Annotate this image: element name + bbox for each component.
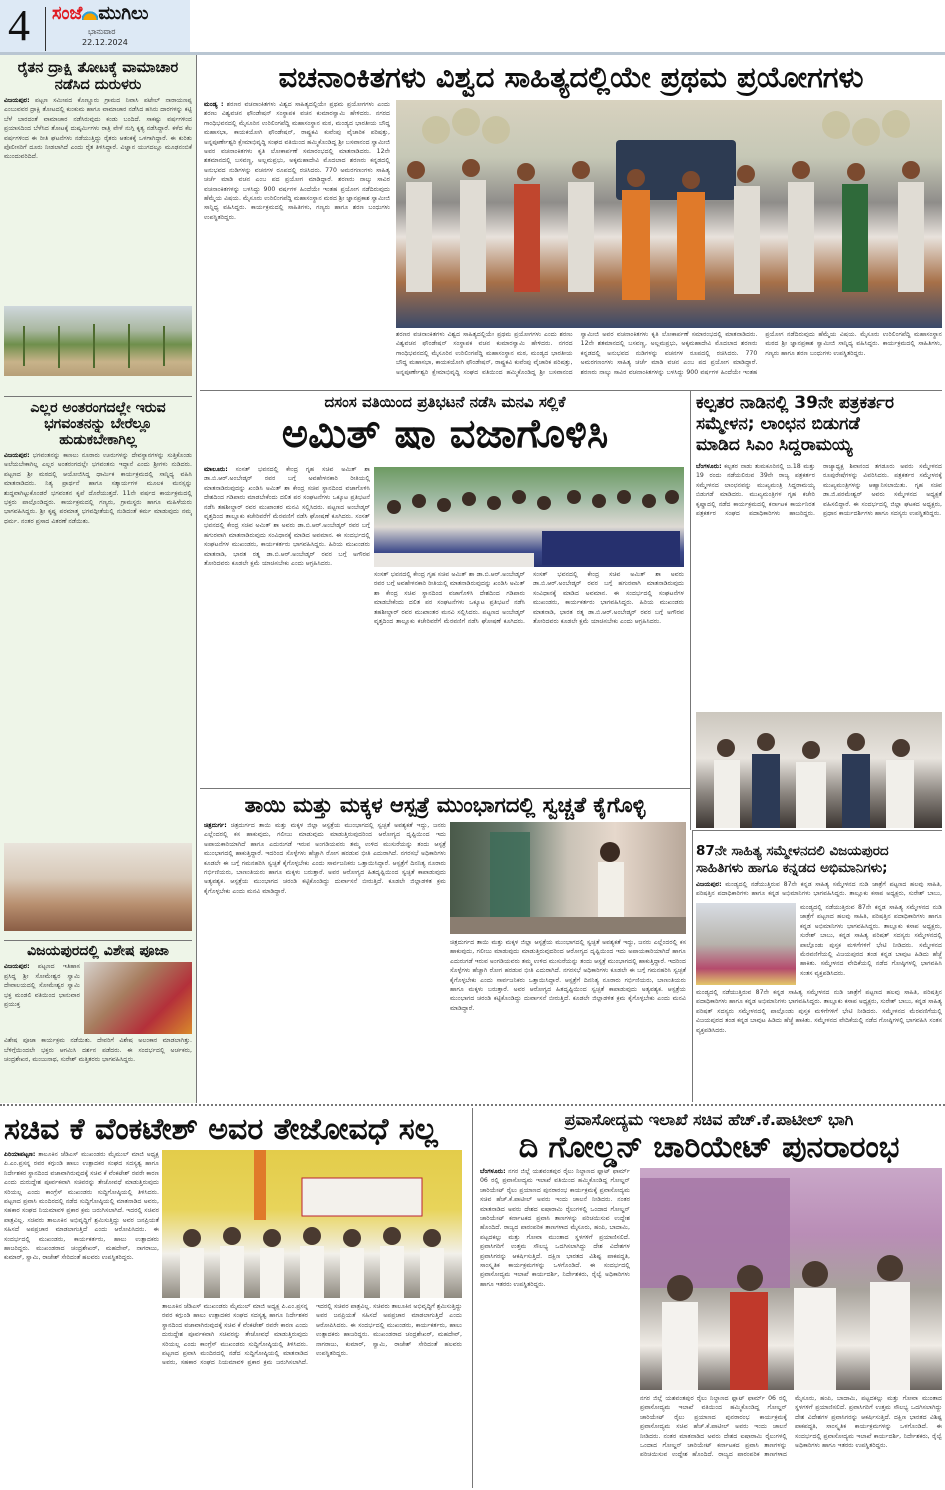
article-grape-farm [4, 60, 192, 376]
train-launch-photo [640, 1168, 942, 1390]
temple-pooja-photo [84, 962, 192, 1034]
body-text: ಪಟ್ಟಣದ ಇತಿಹಾಸ ಪ್ರಸಿದ್ಧ ಶ್ರೀ ಸೋಮೇಶ್ವರ ಸ್ವಾಮಿ ದೇವಾಲಯದಲ್ಲಿ ಸೋಮೇಶ್ವರ ಸ್ವಾಮಿ ಭಕ್ತ ಮಂಡಲಿ ವತಿಯಿಂದ ಭಾನುವಾರ ಪ್ರಯುಕ್ತ [4, 963, 80, 1009]
body-text: ತಾಲೂಕಿನ ಜೆಡಿಎಸ್ ಮುಖಂಡರು ಮೈಮುಲ್ ಮಾಜಿ ಅಧ್ಯಕ್ಷ ಪಿ.ಎಂ.ಪ್ರಸನ್ನ ರವರ ಕಗ್ಗುಂಡಿ ಹಾಲು ಉತ್ಪಾದಕರ ಸಂಘದ ಸದಸ್ಯತ್ವ ಹಾಗೂ ನಿರ್ದೇಶಕರ ಸ್ಥಾನದಿಂದ ವಜಾವಾಗಿರುವುದಕ್ಕೆ ಸಚಿವ ಕೆ ವೆಂಕಟೇಶ್ ರವರೇ ಕಾರಣ ಎಂದು ದುರುದ್ದೇಶ ಪೂರ್ವಕವಾಗಿ ಸಚಿವರನ್ನು ತೇಜೋವಧೆ ಮಾಡುತ್ತಿರುವುದು ಸರಿಯಲ್ಲ ಎಂದು ಕಾಂಗ್ರೆಸ್ ಮುಖಂಡರು ಸುದ್ದಿಗೋಷ್ಠಿಯಲ್ಲಿ ತಿಳಿಸಿದರು. ಪಟ್ಟಣದ ಪ್ರವಾಸಿ ಮಂದಿರದಲ್ಲಿ ನಡೆದ ಸುದ್ದಿಗೋಷ್ಠಿಯಲ್ಲಿ ಮಾತನಾಡಿದ ಅವರು, ಸಹಕಾರ ಸಂಘದ ನಿಯಮಾವಳಿ ಪ್ರಕಾರ ಕ್ರಮ ಜರುಗಿಸಲಾಗಿದೆ. ಇದರಲ್ಲಿ ಸಚಿವರ ಪಾತ್ರವಿಲ್ಲ. ಸಚಿವರು ತಾಲೂಕಿನ ಅಭಿವೃದ್ಧಿಗೆ ಶ್ರಮಿಸುತ್ತಿದ್ದು ಅವರ ಜನಪ್ರಿಯತೆ ಸಹಿಸದೆ ಅಪಪ್ರಚಾರ ಮಾಡಲಾಗುತ್ತಿದೆ ಎಂದು ಆರೋಪಿಸಿದರು. ಈ ಸಂದರ್ಭದಲ್ಲಿ ಮುಖಂಡರು, ಕಾರ್ಯಕರ್ತರು, ಹಾಲು ಉತ್ಪಾದಕರು ಹಾಜರಿದ್ದರು. ಮುಖಂಡರಾದ ಚಂದ್ರಶೇಖರ್, ಮಹದೇವ್, ನಾಗರಾಜು, ಕುಮಾರ್, ಸ್ವಾಮಿ, ರಾಜೇಶ್ ಸೇರಿದಂತೆ ಹಲವರು ಉಪಸ್ಥಿತರಿದ್ದರು. [4, 1151, 159, 1262]
body-text: ಶರಣರ ವಚನಾಂಕಿತಗಳು ವಿಶ್ವದ ಸಾಹಿತ್ಯದಲ್ಲಿಯೇ ಪ್ರಥಮ ಪ್ರಯೋಗಗಳು ಎಂದು ಶರಣು ವಿಶ್ವವಚನ ಫೌಂಡೇಷನ್ ಸಂಸ್ಥಾಪಕ ವಚನ ಕುಮಾರಸ್ವಾಮಿ ಹೇಳಿದರು. ನಗರದ ಗಾಂಧಿಭವನದಲ್ಲಿ ಮೈಸೂರಿನ ಉರಿಲಿಂಗಪೆದ್ದಿ ಮಹಾಸಂಸ್ಥಾನ ಮಠ, ಮಂಡ್ಯದ ಭಾರತೀಯ ಬೌದ್ಧ ಮಹಾಸಭಾ, ಕಾಯಕಯೋಗಿ ಫೌಂಡೇಷನ್, ರಾಷ್ಟ್ರಕವಿ ಕುವೆಂಪು ವೈಚಾರಿಕ ಪರಿಷತ್ತು, ಅನ್ನಪೂರ್ಣೇಶ್ವರಿ ಕ್ಷೇಮಾಭಿವೃದ್ಧಿ ಸಂಘದ ವತಿಯಿಂದ ಹಮ್ಮಿಕೊಂಡಿದ್ದ ಶ್ರೀ ಬಸವಾನಂದ ಸ್ವಾಮೀಜಿ ಅವರ ವಚನಾಂಕಿತಗಳು ಕೃತಿ ಲೋಕಾರ್ಪಣೆ ಸಮಾರಂಭದಲ್ಲಿ ಮಾತನಾಡಿದರು. 12ನೇ ಶತಮಾನದಲ್ಲಿ ಬಸವಣ್ಣ, ಅಲ್ಲಮಪ್ರಭು, ಅಕ್ಕಮಹಾದೇವಿ ಮೊದಲಾದ ಶರಣರು ಕನ್ನಡದಲ್ಲಿ ಅನುಭವದ ನುಡಿಗಳನ್ನು ವಚನಗಳ ರೂಪದಲ್ಲಿ ರಚಿಸಿದರು. 770 ಅಮರಗಣಂಗಳು ಸಾಹಿತ್ಯ ಚರ್ಚೆ ಮಾಡಿ ವಚನ ಎಂಬ ಪದ ಪ್ರಯೋಗ ಮಾಡಿದ್ದಾರೆ. ಶರಣರು ನಾಲ್ಕು ಸಾವಿರ ವಚನಾಂಕಿತಗಳನ್ನು ಬಳಸಿದ್ದು 900 ವರ್ಷಗಳ ಹಿಂದೆಯೇ ಇಂತಹ ಪ್ರಯೋಗ ನಡೆದಿರುವುದು ಹೆಮ್ಮೆಯ ವಿಷಯ. ಮೈಸೂರು ಉರಿಲಿಂಗಪೆದ್ದಿ ಮಹಾಸಂಸ್ಥಾನ ಮಠದ ಶ್ರೀ ಜ್ಞಾನಪ್ರಕಾಶ ಸ್ವಾಮೀಜಿ ಸಾನ್ನಿಧ್ಯ ವಹಿಸಿದ್ದರು. ಕಾರ್ಯಕ್ರಮದಲ್ಲಿ ಸಾಹಿತಿಗಳು, ಗಣ್ಯರು ಹಾಗೂ ಶರಣ ಬಂಧುಗಳು ಉಪಸ್ಥಿತರಿದ್ದರು. [204, 101, 390, 221]
masthead-divider [45, 7, 46, 51]
headline: ದಿ ಗೋಲ್ಡನ್ ಚಾರಿಯೇಟ್ ಪುನರಾರಂಭ [518, 1130, 900, 1165]
article-amit-shah-body [204, 465, 370, 783]
body-text: ನಗರ ಜಿಲ್ಲೆ ಯಶವಂತಪುರ ರೈಲು ನಿಲ್ದಾಣದ ಫ್ಲಾಟ್ ಫಾರ್ಮ್ 06 ರಲ್ಲಿ ಪ್ರವಾಸೋದ್ಯಮ ಇಲಾಖೆ ವತಿಯಿಂದ ಹಮ್ಮಿಕೊಂಡಿದ್ದ ಗೋಲ್ಡನ್ ಚಾರಿಯೇಟ್ ರೈಲು ಪ್ರಯಾಣದ ಪುನರಾರಂಭ ಕಾರ್ಯಕ್ರಮಕ್ಕೆ ಪ್ರವಾಸೋದ್ಯಮ ಸಚಿವ ಹೆಚ್.ಕೆ.ಪಾಟೀಲ್ ಅವರು ಇಂದು ಚಾಲನೆ ನೀಡಿದರು. ನಂತರ ಮಾತನಾಡಿದ ಅವರು ದೇಶದ ಐಷಾರಾಮಿ ರೈಲುಗಳಲ್ಲಿ ಒಂದಾದ ಗೋಲ್ಡನ್ ಚಾರಿಯೇಟ್ ಕರ್ನಾಟಕದ ಪ್ರವಾಸಿ ತಾಣಗಳನ್ನು ಪರಿಚಯಿಸುವ ಉದ್ದೇಶ ಹೊಂದಿದೆ. ರಾಜ್ಯದ ಪಾರಂಪರಿಕ ತಾಣಗಳಾದ ಮೈಸೂರು, ಹಂಪಿ, ಬಾದಾಮಿ, ಪಟ್ಟದಕಲ್ಲು ಮತ್ತು ಗೋವಾ ಮುಂತಾದ ಸ್ಥಳಗಳಿಗೆ ಪ್ರಯಾಣಿಸಲಿದೆ. ಪ್ರವಾಸಿಗರಿಗೆ ಉತ್ತಮ ಸೌಲಭ್ಯ ಒದಗಿಸಲಾಗಿದ್ದು ದೇಶ ವಿದೇಶಗಳ ಪ್ರವಾಸಿಗರನ್ನು ಆಕರ್ಷಿಸುತ್ತಿದೆ. ದಕ್ಷಿಣ ಭಾರತದ ವಿಶಿಷ್ಟ ಪಾಕಪದ್ಧತಿ, ಸಾಂಸ್ಕೃತಿಕ ಕಾರ್ಯಕ್ರಮಗಳನ್ನು ಒಳಗೊಂಡಿದೆ. ಈ ಸಂದರ್ಭದಲ್ಲಿ ಪ್ರವಾಸೋದ್ಯಮ ಇಲಾಖೆ ಕಾರ್ಯದರ್ಶಿ, ನಿರ್ದೇಶಕರು, ರೈಲ್ವೆ ಅಧಿಕಾರಿಗಳು ಹಾಗೂ ಇತರರು ಉಪಸ್ಥಿತರಿದ್ದರು. [480, 1168, 630, 1288]
brand-name-part1: ಸಂಜೆ [52, 3, 83, 24]
vineyard-rows-graphic [4, 306, 192, 376]
headline: ರೈತನ ದ್ರಾಕ್ಷಿ ತೋಟಕ್ಕೆ ವಾಮಾಚಾರ ನಡೆಸಿದ ದುರುಳರು [17, 60, 179, 93]
headline-line: 87ನೇ ಸಾಹಿತ್ಯ ಸಮ್ಮೇಳನದಲಿ ವಿಜಯಪುರದ [696, 843, 889, 859]
kicker: ಪ್ರವಾಸೋದ್ಯಮ ಇಲಾಖೆ ಸಚಿವ ಹೆಚ್.ಕೆ.ಪಾಟೀಲ್ ಭಾಗಿ [564, 1110, 854, 1129]
article-kalpataru-body [696, 462, 942, 708]
dateline: ಪಿರಿಯಾಪಟ್ಟಣ: [4, 1151, 36, 1158]
sammelana-group-photo [696, 903, 796, 985]
article-bhagavanta [4, 400, 192, 931]
article-hospital-body [204, 821, 446, 1097]
headline: ಸಚಿವ ಕೆ ವೆಂಕಟೇಶ್ ಅವರ ತೇಜೋವಧೆ ಸಲ್ಲ [4, 1112, 438, 1147]
hospital-front-photo [450, 822, 686, 934]
headline [4, 400, 192, 448]
body-text: ಮಂಡ್ಯದಲ್ಲಿ ನಡೆಯುತ್ತಿರುವ 87ನೇ ಕನ್ನಡ ಸಾಹಿತ್ಯ ಸಮ್ಮೇಳನದ ನುಡಿ ಜಾತ್ರೆಗೆ ಪಟ್ಟಣದ ಹಲವು ಸಾಹಿತಿ, ಪರಿಷತ್ತಿನ ಪದಾಧಿಕಾರಿಗಳು ಹಾಗೂ ಕನ್ನಡ ಅಭಿಮಾನಿಗಳು ಭಾಗವಹಿಸಿದ್ದರು. ತಾಲ್ಲೂಕು ಕಸಾಪ ಅಧ್ಯಕ್ಷರು, ಸುರೇಶ್ ಬಾಬು, [696, 881, 942, 898]
dateline: ಬೆಂಗಳೂರು: [480, 1168, 506, 1175]
issue-day: ಭಾನುವಾರ [88, 27, 116, 36]
dateline: ವಿಜಯಪುರ: [4, 97, 30, 104]
section-divider [4, 940, 192, 941]
masthead [0, 0, 190, 52]
protest-photo [374, 467, 684, 567]
article-venkatesh [4, 1110, 474, 1150]
article-body-side [4, 962, 80, 1034]
officials-group-graphic [696, 712, 942, 828]
page-number: 4 [8, 1, 30, 50]
protest-crowd-graphic [374, 467, 684, 567]
headline-line: ಹುಡುಕಬೇಕಾಗಿಲ್ಲ [59, 432, 137, 448]
article-hospital [200, 792, 690, 818]
brand-name-part2: ಮುಗಿಲು [98, 3, 149, 24]
stage-group-graphic [396, 100, 942, 328]
headline: ತಾಯಿ ಮತ್ತು ಮಕ್ಕಳ ಆಸ್ಪತ್ರೆ ಮುಂಭಾಗದಲ್ಲಿ ಸ್ವಚ್ಚತೆ ಕೈಗೊಳ್ಳಿ [244, 793, 646, 817]
headline: ವಚನಾಂಕಿತಗಳು ವಿಶ್ವದ ಸಾಹಿತ್ಯದಲ್ಲಿಯೇ ಪ್ರಥಮ ಪ್ರಯೋಗಗಳು [278, 60, 864, 94]
dateline: ವಿಜಯಪುರ: [4, 452, 30, 459]
headline: ವಿಜಯಪುರದಲ್ಲಿ ವಿಶೇಷ ಪೂಜಾ [27, 943, 169, 959]
dateline: ವಿಜಯಪುರ: [696, 881, 722, 888]
article-vachana-body-col2: ಶರಣರ ವಚನಾಂಕಿತಗಳು ವಿಶ್ವದ ಸಾಹಿತ್ಯದಲ್ಲಿಯೇ ಪ್ರಥಮ ಪ್ರಯೋಗಗಳು ಎಂದು ಶರಣು ವಿಶ್ವವಚನ ಫೌಂಡೇಷನ್ ಸಂಸ್ಥಾಪಕ ವಚನ ಕುಮಾರಸ್ವಾಮಿ ಹೇಳಿದರು. ನಗರದ ಗಾಂಧಿಭವನದಲ್ಲಿ ಮೈಸೂರಿನ ಉರಿಲಿಂಗಪೆದ್ದಿ ಮಹಾಸಂಸ್ಥಾನ ಮಠ, ಮಂಡ್ಯದ ಭಾರತೀಯ ಬೌದ್ಧ ಮಹಾಸಭಾ, ಕಾಯಕಯೋಗಿ ಫೌಂಡೇಷನ್, ರಾಷ್ಟ್ರಕವಿ ಕುವೆಂಪು ವೈಚಾರಿಕ ಪರಿಷತ್ತು, ಅನ್ನಪೂರ್ಣೇಶ್ವರಿ ಕ್ಷೇಮಾಭಿವೃದ್ಧಿ ಸಂಘದ ವತಿಯಿಂದ ಹಮ್ಮಿಕೊಂಡಿದ್ದ ಶ್ರೀ ಬಸವಾನಂದ ಸ್ವಾಮೀಜಿ ಅವರ ವಚನಾಂಕಿತಗಳು ಕೃತಿ ಲೋಕಾರ್ಪಣೆ ಸಮಾರಂಭದಲ್ಲಿ ಮಾತನಾಡಿದರು. 12ನೇ ಶತಮಾನದಲ್ಲಿ ಬಸವಣ್ಣ, ಅಲ್ಲಮಪ್ರಭು, ಅಕ್ಕಮಹಾದೇವಿ ಮೊದಲಾದ ಶರಣರು ಕನ್ನಡದಲ್ಲಿ ಅನುಭವದ ನುಡಿಗಳನ್ನು ವಚನಗಳ ರೂಪದಲ್ಲಿ ರಚಿಸಿದರು. 770 ಅಮರಗಣಂಗಳು ಸಾಹಿತ್ಯ ಚರ್ಚೆ ಮಾಡಿ ವಚನ ಎಂಬ ಪದ ಪ್ರಯೋಗ ಮಾಡಿದ್ದಾರೆ. ಶರಣರು ನಾಲ್ಕು ಸಾವಿರ ವಚನಾಂಕಿತಗಳನ್ನು ಬಳಸಿದ್ದು 900 ವರ್ಷಗಳ ಹಿಂದೆಯೇ ಇಂತಹ ಪ್ರಯೋಗ ನಡೆದಿರುವುದು ಹೆಮ್ಮೆಯ ವಿಷಯ. ಮೈಸೂರು ಉರಿಲಿಂಗಪೆದ್ದಿ ಮಹಾಸಂಸ್ಥಾನ ಮಠದ ಶ್ರೀ ಜ್ಞಾನಪ್ರಕಾಶ ಸ್ವಾಮೀಜಿ ಸಾನ್ನಿಧ್ಯ ವಹಿಸಿದ್ದರು. ಕಾರ್ಯಕ್ರಮದಲ್ಲಿ ಸಾಹಿತಿಗಳು, ಗಣ್ಯರು ಹಾಗೂ ಶರಣ ಬಂಧುಗಳು ಉಪಸ್ಥಿತರಿದ್ದರು. [396, 331, 942, 376]
article-body [4, 451, 192, 839]
headline-line: ಭಗವಂತನನ್ನು ಬೇರೆಲ್ಲೂ [44, 416, 152, 432]
book-release-photo [396, 100, 942, 328]
section-divider [4, 396, 192, 397]
brand-logo [52, 3, 148, 24]
headline-line: ಕಲ್ಪತರ ನಾಡಿನಲ್ಲಿ 39ನೇ ಪತ್ರಕರ್ತರ [696, 393, 894, 413]
island-sun-icon [82, 8, 98, 20]
article-venkatesh-body [4, 1150, 159, 1486]
vineyard-photo [4, 306, 192, 376]
section-divider [200, 788, 690, 789]
headline-line: ಎಲ್ಲರ ಅಂತರಂಗದಲ್ಲೇ ಇರುವ [30, 400, 166, 416]
article-sahitya-intro [696, 880, 942, 900]
headline: ಅಮಿತ್ ಷಾ ವಜಾಗೊಳಿಸಿ [281, 411, 609, 457]
column-divider [690, 390, 691, 830]
dateline: ಬೆಂಗಳೂರು: [696, 463, 722, 470]
section-dotted-divider [0, 1104, 945, 1106]
dateline: ಮಂಡ್ಯ : [204, 101, 224, 108]
body-text: ಪಟ್ಟಣ ಸಮೀಪದ ಕೊಣ್ಣೂರು ಗ್ರಾಮದ ನಿವಾಸಿ ಪಟೇಲ್ ನಾರಾಯಣಪ್ಪ ಎಂಬುವವರ ದ್ರಾಕ್ಷಿ ತೋಟದಲ್ಲಿ ಕುಂಕುಮ ಹಾಗೂ ವಾಮಾಚಾರ ನಡೆಸಿದ ಹಸಿರು ದಾರಗಳನ್ನು ಕಟ್ಟಿ ಬೆಳೆ ಬಾರದಂತೆ ವಾಮಾಚಾರ ನಡೆಸಿರುವುದು ಕಂಡು ಬಂದಿದೆ. ಸಾಕಷ್ಟು ವರ್ಷಗಳಿಂದ ಪ್ರಯಾಸದಿಂದ ಬೆಳೆಸಿದ ತೋಟಕ್ಕೆ ದುಷ್ಕರ್ಮಿಗಳು ರಾತ್ರಿ ವೇಳೆ ನುಗ್ಗಿ ಕೃತ್ಯ ನಡೆಸಿದ್ದಾರೆ. ಕಳೆದ ಕೆಲ ವರ್ಷಗಳಿಂದ ಈ ರೀತಿ ಘಟನೆಗಳು ನಡೆಯುತ್ತಿದ್ದು ರೈತರು ಆತಂಕಕ್ಕೆ ಒಳಗಾಗಿದ್ದಾರೆ. ಈ ಕುರಿತು ಪೊಲೀಸರಿಗೆ ದೂರು ನೀಡಲಾಗಿದೆ ಎಂದು ರೈತ ತಿಳಿಸಿದ್ದಾರೆ. ವಿಜ್ಞಾನ ಯುಗದಲ್ಲೂ ಮೂಢನಂಬಿಕೆ ಮುಂದುವರಿದಿದೆ. [4, 97, 192, 161]
article-golden-chariot-body-col2: ನಗರ ಜಿಲ್ಲೆ ಯಶವಂತಪುರ ರೈಲು ನಿಲ್ದಾಣದ ಫ್ಲಾಟ್ ಫಾರ್ಮ್ 06 ರಲ್ಲಿ ಪ್ರವಾಸೋದ್ಯಮ ಇಲಾಖೆ ವತಿಯಿಂದ ಹಮ್ಮಿಕೊಂಡಿದ್ದ ಗೋಲ್ಡನ್ ಚಾರಿಯೇಟ್ ರೈಲು ಪ್ರಯಾಣದ ಪುನರಾರಂಭ ಕಾರ್ಯಕ್ರಮಕ್ಕೆ ಪ್ರವಾಸೋದ್ಯಮ ಸಚಿವ ಹೆಚ್.ಕೆ.ಪಾಟೀಲ್ ಅವರು ಇಂದು ಚಾಲನೆ ನೀಡಿದರು. ನಂತರ ಮಾತನಾಡಿದ ಅವರು ದೇಶದ ಐಷಾರಾಮಿ ರೈಲುಗಳಲ್ಲಿ ಒಂದಾದ ಗೋಲ್ಡನ್ ಚಾರಿಯೇಟ್ ಕರ್ನಾಟಕದ ಪ್ರವಾಸಿ ತಾಣಗಳನ್ನು ಪರಿಚಯಿಸುವ ಉದ್ದೇಶ ಹೊಂದಿದೆ. ರಾಜ್ಯದ ಪಾರಂಪರಿಕ ತಾಣಗಳಾದ ಮೈಸೂರು, ಹಂಪಿ, ಬಾದಾಮಿ, ಪಟ್ಟದಕಲ್ಲು ಮತ್ತು ಗೋವಾ ಮುಂತಾದ ಸ್ಥಳಗಳಿಗೆ ಪ್ರಯಾಣಿಸಲಿದೆ. ಪ್ರವಾಸಿಗರಿಗೆ ಉತ್ತಮ ಸೌಲಭ್ಯ ಒದಗಿಸಲಾಗಿದ್ದು ದೇಶ ವಿದೇಶಗಳ ಪ್ರವಾಸಿಗರನ್ನು ಆಕರ್ಷಿಸುತ್ತಿದೆ. ದಕ್ಷಿಣ ಭಾರತದ ವಿಶಿಷ್ಟ ಪಾಕಪದ್ಧತಿ, ಸಾಂಸ್ಕೃತಿಕ ಕಾರ್ಯಕ್ರಮಗಳನ್ನು ಒಳಗೊಂಡಿದೆ. ಈ ಸಂದರ್ಭದಲ್ಲಿ ಪ್ರವಾಸೋದ್ಯಮ ಇಲಾಖೆ ಕಾರ್ಯದರ್ಶಿ, ನಿರ್ದೇಶಕರು, ರೈಲ್ವೆ ಅಧಿಕಾರಿಗಳು ಹಾಗೂ ಇತರರು ಉಪಸ್ಥಿತರಿದ್ದರು. [640, 1395, 942, 1459]
dateline: ಮಾಲೂರು: [204, 466, 228, 473]
article-vachana [200, 60, 942, 94]
section-divider [692, 830, 942, 831]
column-divider [196, 55, 197, 1103]
kicker: ದಸಂಸ ವತಿಯಿಂದ ಪ್ರತಿಭಟನೆ ನಡೆಸಿ ಮನವಿ ಸಲ್ಲಿಕೆ [324, 393, 566, 411]
article-sahitya-body-side: ಮಂಡ್ಯದಲ್ಲಿ ನಡೆಯುತ್ತಿರುವ 87ನೇ ಕನ್ನಡ ಸಾಹಿತ್ಯ ಸಮ್ಮೇಳನದ ನುಡಿ ಜಾತ್ರೆಗೆ ಪಟ್ಟಣದ ಹಲವು ಸಾಹಿತಿ, ಪರಿಷತ್ತಿನ ಪದಾಧಿಕಾರಿಗಳು ಹಾಗೂ ಕನ್ನಡ ಅಭಿಮಾನಿಗಳು ಭಾಗವಹಿಸಿದ್ದರು. ತಾಲ್ಲೂಕು ಕಸಾಪ ಅಧ್ಯಕ್ಷರು, ಸುರೇಶ್ ಬಾಬು, ಕನ್ನಡ ಸಾಹಿತ್ಯ ಪರಿಷತ್ ಸದಸ್ಯರು ಸಮ್ಮೇಳನದಲ್ಲಿ ಪಾಲ್ಗೊಂಡು ಪುಸ್ತಕ ಮಳಿಗೆಗಳಿಗೆ ಭೇಟಿ ನೀಡಿದರು. ಸಮ್ಮೇಳನದ ಮೆರವಣಿಗೆಯಲ್ಲಿ ವಿಜಯಪುರದ ತಂಡ ಕನ್ನಡ ಬಾವುಟ ಹಿಡಿದು ಹೆಜ್ಜೆ ಹಾಕಿತು. ಸಮ್ಮೇಳನದ ವೇದಿಕೆಯಲ್ಲಿ ನಡೆದ ಗೋಷ್ಠಿಗಳಲ್ಲಿ ಭಾಗವಹಿಸಿ ಸಂತಸ ವ್ಯಕ್ತಪಡಿಸಿದರು. [800, 904, 942, 977]
devotees-gathering-photo [4, 843, 192, 931]
article-special-pooja [4, 944, 192, 1126]
headline-line: ಸಾಹಿತಿಗಳು ಹಾಗೂ ಕನ್ನಡದ ಅಭಿಮಾನಿಗಳು; [696, 860, 888, 876]
article-golden-chariot [476, 1110, 942, 1166]
headline-line: ಸಮ್ಮೇಳನ; ಲಾಂಛನ ಬಿಡುಗಡೆ [696, 414, 860, 434]
column-divider [472, 1108, 473, 1488]
dateline: ವಿಜಯಪುರ: [4, 963, 30, 971]
article-kalpataru [696, 393, 942, 456]
article-amit-shah-body-col2: ಸಂಸತ್ ಭವನದಲ್ಲಿ ಕೇಂದ್ರ ಗೃಹ ಸಚಿವ ಅಮಿತ್ ಶಾ ಡಾ.ಬಿ.ಆರ್.ಅಂಬೇಡ್ಕರ್ ರವರ ಬಗ್ಗೆ ಅವಹೇಳನಕಾರಿ ರೀತಿಯಲ್ಲಿ ಮಾತನಾಡಿರುವುದನ್ನು ಖಂಡಿಸಿ ಅಮಿತ್ ಶಾ ಕೇಂದ್ರ ಸಚಿವ ಸ್ಥಾನದಿಂದ ವಜಾಗೊಳಿಸಿ ದೇಶದಿಂದ ಗಡಿಪಾರು ಮಾಡಬೇಕೆಂದು ದಲಿತ ಪರ ಸಂಘಟನೆಗಳು ಒಕ್ಕೂಟ ಪ್ರತಿಭಟನೆ ನಡೆಸಿ ತಹಶೀಲ್ದಾರ್ ರವರ ಮುಖಾಂತರ ಮನವಿ ಸಲ್ಲಿಸಿದರು. ಪಟ್ಟಣದ ಅಂಬೇಡ್ಕರ್ ವೃತ್ತದಿಂದ ತಾಲ್ಲೂಕು ಕಚೇರಿವರೆಗೆ ಮೆರವಣಿಗೆ ನಡೆಸಿ ಘೋಷಣೆ ಕೂಗಿದರು. ಸಂಸತ್ ಭವನದಲ್ಲಿ ಕೇಂದ್ರ ಸಚಿವ ಅಮಿತ್ ಶಾ ಅವರು ಡಾ.ಬಿ.ಆರ್.ಅಂಬೇಡ್ಕರ್ ರವರ ಬಗ್ಗೆ ಹಗುರವಾಗಿ ಮಾತನಾಡಿರುವುದು ಸಂವಿಧಾನಕ್ಕೆ ಮಾಡಿದ ಅವಮಾನ. ಈ ಸಂದರ್ಭದಲ್ಲಿ ಸಂಘಟನೆಗಳ ಮುಖಂಡರು, ಕಾರ್ಯಕರ್ತರು ಭಾಗವಹಿಸಿದ್ದರು. ಹಿರಿಯ ಮುಖಂಡರು ಮಾತನಾಡಿ, ಭಾರತ ರತ್ನ ಡಾ.ಬಿ.ಆರ್.ಅಂಬೇಡ್ಕರ್ ರವರ ಬಗ್ಗೆ ಅಗೌರವ ತೋರಿದವರು ಕೂಡಲೇ ಕ್ಷಮೆ ಯಾಚಿಸಬೇಕು ಎಂದು ಆಗ್ರಹಿಸಿದರು. [374, 571, 684, 626]
hospital-gate-graphic [450, 822, 686, 934]
train-launch-graphic [640, 1168, 942, 1390]
press-meet-graphic [162, 1150, 462, 1298]
press-meet-photo [162, 1150, 462, 1298]
section-divider [200, 390, 942, 391]
article-golden-chariot-body [480, 1167, 630, 1486]
body-text: ಭಗವಂತನನ್ನು ಕಾಣಲು ನೂರಾರು ಊರುಗಳನ್ನು ದೇವಸ್ಥಾನಗಳನ್ನು ಸುತ್ತಿಕೊಂಡು ಅಲೆಯಬೇಕಾಗಿಲ್ಲ ಎಲ್ಲರ ಅಂತರಂಗದಲ್ಲೇ ಭಗವಂತನು ಇದ್ದಾನೆ ಎಂದು ಶ್ರೀಗಳು ನುಡಿದರು. ಪಟ್ಟಣದ ಶ್ರೀ ಮಠದಲ್ಲಿ ಆಯೋಜಿಸಿದ್ದ ಧಾರ್ಮಿಕ ಕಾರ್ಯಕ್ರಮದಲ್ಲಿ ಸಾನ್ನಿಧ್ಯ ವಹಿಸಿ ಮಾತನಾಡಿದರು. ನಿತ್ಯ ಪ್ರಾರ್ಥನೆ ಹಾಗೂ ಸತ್ಕಾರ್ಯಗಳ ಮೂಲಕ ಮನಸ್ಸನ್ನು ಶುದ್ಧವಾಗಿಟ್ಟುಕೊಂಡರೆ ಭಗವಂತನ ಕೃಪೆ ದೊರೆಯುತ್ತದೆ. 11ನೇ ವರ್ಷದ ಕಾರ್ಯಕ್ರಮದಲ್ಲಿ ಭಕ್ತರು ಪಾಲ್ಗೊಂಡಿದ್ದರು. ಕಾರ್ಯಕ್ರಮದಲ್ಲಿ ಗಣ್ಯರು, ಗ್ರಾಮಸ್ಥರು ಹಾಗೂ ಮಹಿಳೆಯರು ಭಾಗವಹಿಸಿದ್ದರು. ಶ್ರೀ ಕೃಷ್ಣ ಪರಮಾತ್ಮ ಭಗವದ್ಗೀತೆಯಲ್ಲಿ ನುಡಿದಂತೆ ಕರ್ಮ ಮಾಡುವುದು ನಮ್ಮ ಧರ್ಮ. ನಂತರ ಪ್ರಸಾದ ವಿತರಣೆ ನಡೆಯಿತು. [4, 452, 192, 525]
article-sahitya-87 [696, 843, 942, 877]
article-vachana-body-col1 [204, 100, 390, 382]
article-amit-shah [200, 393, 690, 457]
headline-line: ಮಾಡಿದ ಸಿಎಂ ಸಿದ್ದರಾಮಯ್ಯ [696, 435, 853, 455]
body-text: ಸಂಸತ್ ಭವನದಲ್ಲಿ ಕೇಂದ್ರ ಗೃಹ ಸಚಿವ ಅಮಿತ್ ಶಾ ಡಾ.ಬಿ.ಆರ್.ಅಂಬೇಡ್ಕರ್ ರವರ ಬಗ್ಗೆ ಅವಹೇಳನಕಾರಿ ರೀತಿಯಲ್ಲಿ ಮಾತನಾಡಿರುವುದನ್ನು ಖಂಡಿಸಿ ಅಮಿತ್ ಶಾ ಕೇಂದ್ರ ಸಚಿವ ಸ್ಥಾನದಿಂದ ವಜಾಗೊಳಿಸಿ ದೇಶದಿಂದ ಗಡಿಪಾರು ಮಾಡಬೇಕೆಂದು ದಲಿತ ಪರ ಸಂಘಟನೆಗಳು ಒಕ್ಕೂಟ ಪ್ರತಿಭಟನೆ ನಡೆಸಿ ತಹಶೀಲ್ದಾರ್ ರವರ ಮುಖಾಂತರ ಮನವಿ ಸಲ್ಲಿಸಿದರು. ಪಟ್ಟಣದ ಅಂಬೇಡ್ಕರ್ ವೃತ್ತದಿಂದ ತಾಲ್ಲೂಕು ಕಚೇರಿವರೆಗೆ ಮೆರವಣಿಗೆ ನಡೆಸಿ ಘೋಷಣೆ ಕೂಗಿದರು. ಸಂಸತ್ ಭವನದಲ್ಲಿ ಕೇಂದ್ರ ಸಚಿವ ಅಮಿತ್ ಶಾ ಅವರು ಡಾ.ಬಿ.ಆರ್.ಅಂಬೇಡ್ಕರ್ ರವರ ಬಗ್ಗೆ ಹಗುರವಾಗಿ ಮಾತನಾಡಿರುವುದು ಸಂವಿಧಾನಕ್ಕೆ ಮಾಡಿದ ಅವಮಾನ. ಈ ಸಂದರ್ಭದಲ್ಲಿ ಸಂಘಟನೆಗಳ ಮುಖಂಡರು, ಕಾರ್ಯಕರ್ತರು ಭಾಗವಹಿಸಿದ್ದರು. ಹಿರಿಯ ಮುಖಂಡರು ಮಾತನಾಡಿ, ಭಾರತ ರತ್ನ ಡಾ.ಬಿ.ಆರ್.ಅಂಬೇಡ್ಕರ್ ರವರ ಬಗ್ಗೆ ಅಗೌರವ ತೋರಿದವರು ಕೂಡಲೇ ಕ್ಷಮೆ ಯಾಚಿಸಬೇಕು ಎಂದು ಆಗ್ರಹಿಸಿದರು. [204, 466, 370, 568]
cm-logo-release-photo [696, 712, 942, 828]
issue-date: 22.12.2024 [82, 38, 128, 47]
article-venkatesh-body-col2: ತಾಲೂಕಿನ ಜೆಡಿಎಸ್ ಮುಖಂಡರು ಮೈಮುಲ್ ಮಾಜಿ ಅಧ್ಯಕ್ಷ ಪಿ.ಎಂ.ಪ್ರಸನ್ನ ರವರ ಕಗ್ಗುಂಡಿ ಹಾಲು ಉತ್ಪಾದಕರ ಸಂಘದ ಸದಸ್ಯತ್ವ ಹಾಗೂ ನಿರ್ದೇಶಕರ ಸ್ಥಾನದಿಂದ ವಜಾವಾಗಿರುವುದಕ್ಕೆ ಸಚಿವ ಕೆ ವೆಂಕಟೇಶ್ ರವರೇ ಕಾರಣ ಎಂದು ದುರುದ್ದೇಶ ಪೂರ್ವಕವಾಗಿ ಸಚಿವರನ್ನು ತೇಜೋವಧೆ ಮಾಡುತ್ತಿರುವುದು ಸರಿಯಲ್ಲ ಎಂದು ಕಾಂಗ್ರೆಸ್ ಮುಖಂಡರು ಸುದ್ದಿಗೋಷ್ಠಿಯಲ್ಲಿ ತಿಳಿಸಿದರು. ಪಟ್ಟಣದ ಪ್ರವಾಸಿ ಮಂದಿರದಲ್ಲಿ ನಡೆದ ಸುದ್ದಿಗೋಷ್ಠಿಯಲ್ಲಿ ಮಾತನಾಡಿದ ಅವರು, ಸಹಕಾರ ಸಂಘದ ನಿಯಮಾವಳಿ ಪ್ರಕಾರ ಕ್ರಮ ಜರುಗಿಸಲಾಗಿದೆ. ಇದರಲ್ಲಿ ಸಚಿವರ ಪಾತ್ರವಿಲ್ಲ. ಸಚಿವರು ತಾಲೂಕಿನ ಅಭಿವೃದ್ಧಿಗೆ ಶ್ರಮಿಸುತ್ತಿದ್ದು ಅವರ ಜನಪ್ರಿಯತೆ ಸಹಿಸದೆ ಅಪಪ್ರಚಾರ ಮಾಡಲಾಗುತ್ತಿದೆ ಎಂದು ಆರೋಪಿಸಿದರು. ಈ ಸಂದರ್ಭದಲ್ಲಿ ಮುಖಂಡರು, ಕಾರ್ಯಕರ್ತರು, ಹಾಲು ಉತ್ಪಾದಕರು ಹಾಜರಿದ್ದರು. ಮುಖಂಡರಾದ ಚಂದ್ರಶೇಖರ್, ಮಹದೇವ್, ನಾಗರಾಜು, ಕುಮಾರ್, ಸ್ವಾಮಿ, ರಾಜೇಶ್ ಸೇರಿದಂತೆ ಹಲವರು ಉಪಸ್ಥಿತರಿದ್ದರು. [162, 1303, 462, 1367]
article-hospital-body-col2: ಚಿತ್ರದುರ್ಗದ ತಾಯಿ ಮತ್ತು ಮಕ್ಕಳ ಜಿಲ್ಲಾ ಆಸ್ಪತ್ರೆಯ ಮುಂಭಾಗದಲ್ಲಿ ಸ್ವಚ್ಛತೆ ಅವಶ್ಯಕತೆ ಇದ್ದು, ಜನರು ಎಲ್ಲೆಂದರಲ್ಲಿ ಕಸ ಹಾಕುವುದು, ಗಲೀಜು ಮಾಡುವುದು ಮಾಡುತ್ತಿರುವುದರಿಂದ ಆರೋಗ್ಯದ ದೃಷ್ಟಿಯಿಂದ ಇದು ಅಪಾಯಕಾರಿಯಾಗಿದೆ ಹಾಗೂ ಎದುರುಗಡೆ ಇರುವ ಅಂಗಡಿಯವರು ತಮ್ಮ ಉಳಿದ ಮುಸುರೆಯನ್ನು ತಂದು ಆಸ್ಪತ್ರೆ ಮುಂಭಾಗದಲ್ಲಿ ಹಾಕುತ್ತಿದ್ದಾರೆ. ಇದರಿಂದ ಸೊಳ್ಳೆಗಳು ಹೆಚ್ಚಾಗಿ ರೋಗ ಹರಡುವ ಭೀತಿ ಎದುರಾಗಿದೆ. ನಗರಸಭೆ ಅಧಿಕಾರಿಗಳು ಕೂಡಲೇ ಈ ಬಗ್ಗೆ ಗಮನಹರಿಸಿ ಸ್ವಚ್ಛತೆ ಕೈಗೊಳ್ಳಬೇಕು ಎಂದು ಸಾರ್ವಜನಿಕರು ಒತ್ತಾಯಿಸಿದ್ದಾರೆ. ಆಸ್ಪತ್ರೆಗೆ ದಿನನಿತ್ಯ ನೂರಾರು ಗರ್ಭಿಣಿಯರು, ಬಾಣಂತಿಯರು ಹಾಗೂ ಮಕ್ಕಳು ಬರುತ್ತಾರೆ. ಅವರ ಆರೋಗ್ಯದ ಹಿತದೃಷ್ಟಿಯಿಂದ ಸ್ವಚ್ಛತೆ ಕಾಪಾಡುವುದು ಅತ್ಯವಶ್ಯಕ. ಆಸ್ಪತ್ರೆಯ ಮುಂಭಾಗದ ಚರಂಡಿ ಕಟ್ಟಿಕೊಂಡಿದ್ದು ದುರ್ವಾಸನೆ ಬೀರುತ್ತಿದೆ. ಕೂಡಲೇ ಜಿಲ್ಲಾಡಳಿತ ಕ್ರಮ ಕೈಗೊಳ್ಳಬೇಕು ಎಂದು ಮನವಿ ಮಾಡಿದ್ದಾರೆ. [450, 939, 686, 1012]
body-text: ಕಲ್ಪತರ ನಾಡು ತುಮಕೂರಿನಲ್ಲಿ ಜ.18 ಮತ್ತು 19 ರಂದು ನಡೆಯಲಿರುವ 39ನೇ ರಾಜ್ಯ ಪತ್ರಕರ್ತರ ಸಮ್ಮೇಳನದ ಲಾಂಛನವನ್ನು ಮುಖ್ಯಮಂತ್ರಿ ಸಿದ್ದರಾಮಯ್ಯ ಬಿಡುಗಡೆ ಮಾಡಿದರು. ಮುಖ್ಯಮಂತ್ರಿಗಳ ಗೃಹ ಕಚೇರಿ ಕೃಷ್ಣಾದಲ್ಲಿ ನಡೆದ ಕಾರ್ಯಕ್ರಮದಲ್ಲಿ ಕರ್ನಾಟಕ ಕಾರ್ಯನಿರತ ಪತ್ರಕರ್ತರ ಸಂಘದ ಪದಾಧಿಕಾರಿಗಳು ಹಾಜರಿದ್ದರು. ರಾಜ್ಯಾಧ್ಯಕ್ಷ ಶಿವಾನಂದ ತಗಡೂರು ಅವರು ಸಮ್ಮೇಳನದ ರೂಪುರೇಷೆಗಳನ್ನು ವಿವರಿಸಿದರು. ಪತ್ರಕರ್ತರ ಸಮ್ಮೇಳನಕ್ಕೆ ಮುಖ್ಯಮಂತ್ರಿಗಳನ್ನು ಆಹ್ವಾನಿಸಲಾಯಿತು. ಗೃಹ ಸಚಿವ ಡಾ.ಜಿ.ಪರಮೇಶ್ವರ್ ಅವರು ಸಮ್ಮೇಳನದ ಅಧ್ಯಕ್ಷತೆ ವಹಿಸಲಿದ್ದಾರೆ. ಈ ಸಂದರ್ಭದಲ್ಲಿ ಜಿಲ್ಲಾ ಘಟಕದ ಅಧ್ಯಕ್ಷರು, ಪ್ರಧಾನ ಕಾರ್ಯದರ್ಶಿಗಳು ಹಾಗೂ ಸದಸ್ಯರು ಉಪಸ್ಥಿತರಿದ್ದರು. [696, 463, 942, 518]
article-sahitya-body: ಮಂಡ್ಯದಲ್ಲಿ ನಡೆಯುತ್ತಿರುವ 87ನೇ ಕನ್ನಡ ಸಾಹಿತ್ಯ ಸಮ್ಮೇಳನದ ನುಡಿ ಜಾತ್ರೆಗೆ ಪಟ್ಟಣದ ಹಲವು ಸಾಹಿತಿ, ಪರಿಷತ್ತಿನ ಪದಾಧಿಕಾರಿಗಳು ಹಾಗೂ ಕನ್ನಡ ಅಭಿಮಾನಿಗಳು ಭಾಗವಹಿಸಿದ್ದರು. ತಾಲ್ಲೂಕು ಕಸಾಪ ಅಧ್ಯಕ್ಷರು, ಸುರೇಶ್ ಬಾಬು, ಕನ್ನಡ ಸಾಹಿತ್ಯ ಪರಿಷತ್ ಸದಸ್ಯರು ಸಮ್ಮೇಳನದಲ್ಲಿ ಪಾಲ್ಗೊಂಡು ಪುಸ್ತಕ ಮಳಿಗೆಗಳಿಗೆ ಭೇಟಿ ನೀಡಿದರು. ಸಮ್ಮೇಳನದ ಮೆರವಣಿಗೆಯಲ್ಲಿ ವಿಜಯಪುರದ ತಂಡ ಕನ್ನಡ ಬಾವುಟ ಹಿಡಿದು ಹೆಜ್ಜೆ ಹಾಕಿತು. ಸಮ್ಮೇಳನದ ವೇದಿಕೆಯಲ್ಲಿ ನಡೆದ ಗೋಷ್ಠಿಗಳಲ್ಲಿ ಭಾಗವಹಿಸಿ ಸಂತಸ ವ್ಯಕ್ತಪಡಿಸಿದರು. [696, 989, 942, 1034]
column-divider [692, 830, 693, 1102]
article-body: ವಿಶೇಷ ಪೂಜಾ ಕಾರ್ಯಕ್ರಮ ನಡೆಯಿತು. ದೇವರಿಗೆ ವಿಶೇಷ ಅಲಂಕಾರ ಮಾಡಲಾಗಿತ್ತು. ಬೆಳಿಗ್ಗೆಯಿಂದಲೇ ಭಕ್ತರು ಆಗಮಿಸಿ ದರ್ಶನ ಪಡೆದರು. ಈ ಸಂದರ್ಭದಲ್ಲಿ ಅರ್ಚಕರು, ಚಂದ್ರಶೇಖರ, ಮಂಜುನಾಥ, ಸುರೇಶ್ ಮತ್ತಿತರರು ಭಾಗವಹಿಸಿದ್ದರು. [4, 1037, 192, 1064]
article-body [4, 96, 192, 302]
dateline: ಚಿತ್ರದುರ್ಗ: [204, 822, 227, 829]
body-text: ಚಿತ್ರದುರ್ಗದ ತಾಯಿ ಮತ್ತು ಮಕ್ಕಳ ಜಿಲ್ಲಾ ಆಸ್ಪತ್ರೆಯ ಮುಂಭಾಗದಲ್ಲಿ ಸ್ವಚ್ಛತೆ ಅವಶ್ಯಕತೆ ಇದ್ದು, ಜನರು ಎಲ್ಲೆಂದರಲ್ಲಿ ಕಸ ಹಾಕುವುದು, ಗಲೀಜು ಮಾಡುವುದು ಮಾಡುತ್ತಿರುವುದರಿಂದ ಆರೋಗ್ಯದ ದೃಷ್ಟಿಯಿಂದ ಇದು ಅಪಾಯಕಾರಿಯಾಗಿದೆ ಹಾಗೂ ಎದುರುಗಡೆ ಇರುವ ಅಂಗಡಿಯವರು ತಮ್ಮ ಉಳಿದ ಮುಸುರೆಯನ್ನು ತಂದು ಆಸ್ಪತ್ರೆ ಮುಂಭಾಗದಲ್ಲಿ ಹಾಕುತ್ತಿದ್ದಾರೆ. ಇದರಿಂದ ಸೊಳ್ಳೆಗಳು ಹೆಚ್ಚಾಗಿ ರೋಗ ಹರಡುವ ಭೀತಿ ಎದುರಾಗಿದೆ. ನಗರಸಭೆ ಅಧಿಕಾರಿಗಳು ಕೂಡಲೇ ಈ ಬಗ್ಗೆ ಗಮನಹರಿಸಿ ಸ್ವಚ್ಛತೆ ಕೈಗೊಳ್ಳಬೇಕು ಎಂದು ಸಾರ್ವಜನಿಕರು ಒತ್ತಾಯಿಸಿದ್ದಾರೆ. ಆಸ್ಪತ್ರೆಗೆ ದಿನನಿತ್ಯ ನೂರಾರು ಗರ್ಭಿಣಿಯರು, ಬಾಣಂತಿಯರು ಹಾಗೂ ಮಕ್ಕಳು ಬರುತ್ತಾರೆ. ಅವರ ಆರೋಗ್ಯದ ಹಿತದೃಷ್ಟಿಯಿಂದ ಸ್ವಚ್ಛತೆ ಕಾಪಾಡುವುದು ಅತ್ಯವಶ್ಯಕ. ಆಸ್ಪತ್ರೆಯ ಮುಂಭಾಗದ ಚರಂಡಿ ಕಟ್ಟಿಕೊಂಡಿದ್ದು ದುರ್ವಾಸನೆ ಬೀರುತ್ತಿದೆ. ಕೂಡಲೇ ಜಿಲ್ಲಾಡಳಿತ ಕ್ರಮ ಕೈಗೊಳ್ಳಬೇಕು ಎಂದು ಮನವಿ ಮಾಡಿದ್ದಾರೆ. [204, 822, 446, 895]
